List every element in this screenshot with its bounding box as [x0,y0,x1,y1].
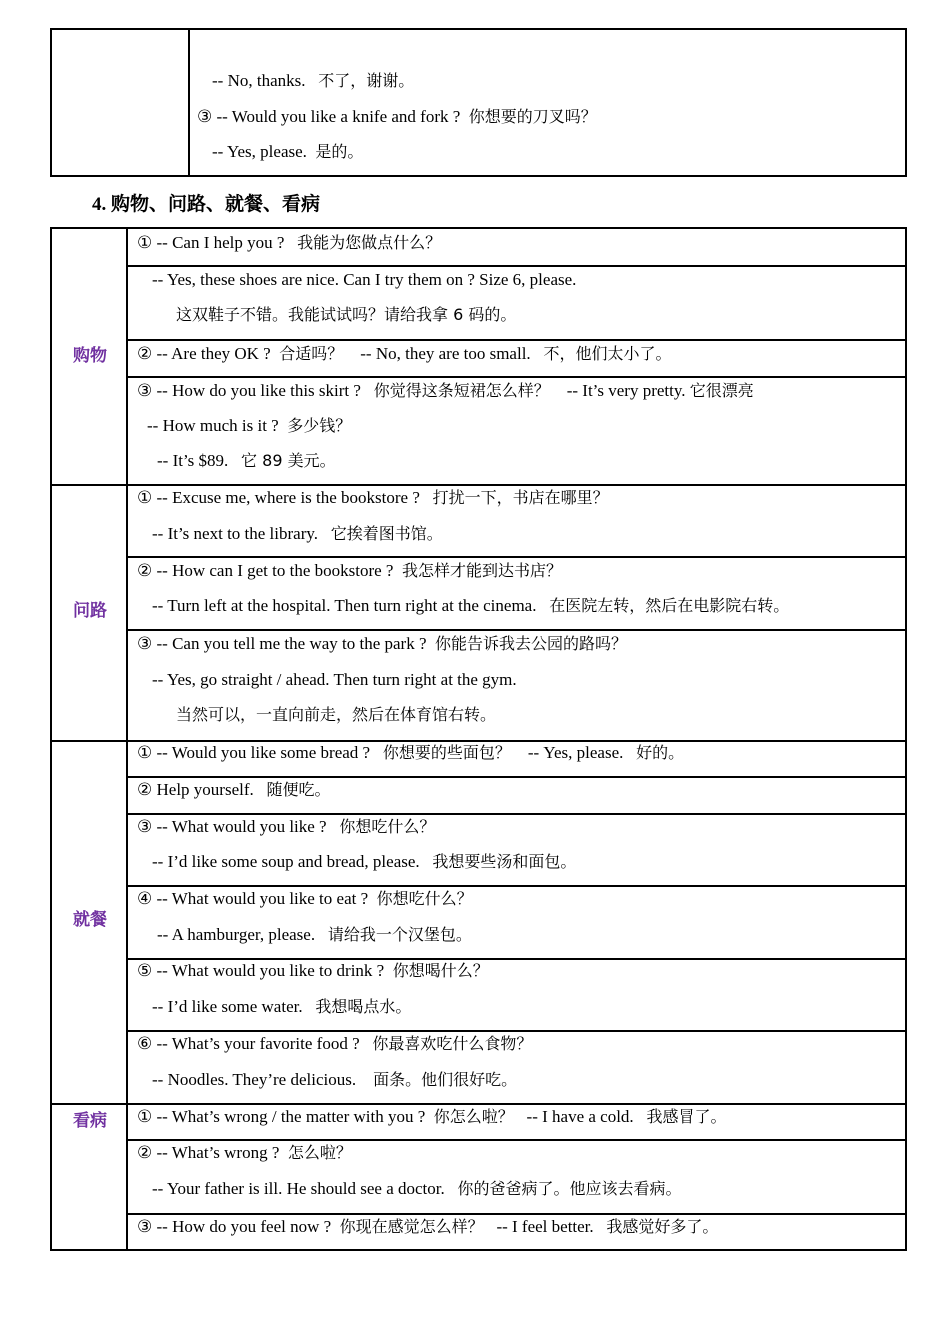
dialogue-en: -- A hamburger, please. [157,925,316,944]
dialogue-line [137,816,435,838]
dialogue-zh: 你想喝什么？ [392,961,489,980]
row-divider [128,885,905,887]
dialogue-line [137,779,331,801]
dialogue-en: -- Yes, go straight / ahead. Then turn right at the gym. [152,670,517,689]
dialogue-zh: 不，他们太小了。 [543,344,672,363]
dialogue-en: -- Noodles. They’re delicious. [152,1070,357,1089]
dialogue-en: -- It’s $89. [157,451,229,470]
dialogue-line [137,742,684,764]
row-divider [128,813,905,815]
dialogue-en: -- Your father is ill. He should see a doctor. [152,1179,445,1198]
dialogue-line [137,232,441,254]
dialogue-en: ③ -- What would you like ? [137,817,327,836]
section-heading [92,189,320,216]
dialogue-zh: 随便吃。 [266,780,331,799]
row-divider [128,1139,905,1141]
row-divider [128,339,905,341]
dialogue-zh: 打扰一下，书店在哪里？ [432,488,609,507]
dialogue-en: ③ -- How do you like this skirt ? [137,381,361,400]
dialogue-zh: 你的爸爸病了。他应该去看病。 [457,1179,682,1198]
section-heading-number: 4. [92,194,107,215]
dialogue-line [152,1069,517,1091]
dialogue-line [137,888,473,910]
dialogue-line [157,450,336,472]
dialogue-zh: 我感觉好多了。 [606,1217,719,1236]
dialogue-zh: 在医院左转，然后在电影院右转。 [549,596,790,615]
top-line-1-zh: 不了，谢谢。 [318,71,415,90]
top-line-1 [212,70,414,92]
dialogue-line [152,269,576,291]
dialogue-en: -- Yes, please. [527,743,624,762]
dialogue-en: -- It’s next to the library. [152,524,319,543]
dialogue-en: -- It’s very pretty. [566,381,686,400]
dialogue-en: ④ -- What would you like to eat ? [137,889,369,908]
dialogue-line [152,1178,682,1200]
dialogue-en: ② -- How can I get to the bookstore ? [137,561,394,580]
category-label-shopping: 购物 [73,346,107,366]
top-line-2-zh: 你想要的刀叉吗？ [468,107,597,126]
row-divider [128,776,905,778]
dialogue-en: -- How much is it ? [147,416,279,435]
dialogue-en: -- I have a cold. [526,1107,634,1126]
dialogue-zh: 它 89 美元。 [241,451,336,470]
dialogue-line [137,1216,718,1238]
row-divider [128,265,905,267]
dialogue-line [137,960,489,982]
dialogue-line [152,996,411,1018]
dialogue-en: -- No, they are too small. [360,344,531,363]
dialogue-line [176,304,516,326]
dialogue-line [137,1033,532,1055]
dialogue-table [50,227,907,1251]
category-label-dining: 就餐 [73,910,107,930]
section-divider [52,1103,905,1105]
dialogue-line [137,380,754,402]
dialogue-zh: 这双鞋子不错。我能试试吗？请给我拿 6 码的。 [176,305,517,324]
dialogue-zh: 我想要些汤和面包。 [432,852,577,871]
dialogue-line [137,560,562,582]
dialogue-line [137,343,671,365]
dialogue-zh: 你觉得这条短裙怎么样？ [373,381,550,400]
dialogue-en: ① -- What’s wrong / the matter with you ? [137,1107,426,1126]
dialogue-en: ② Help yourself. [137,780,254,799]
top-line-3-en: -- Yes, please. [212,142,307,161]
dialogue-zh: 怎么啦？ [287,1143,352,1162]
dialogue-line [137,1106,726,1128]
dialogue-zh: 请给我一个汉堡包。 [327,925,472,944]
top-line-2 [197,106,597,128]
dialogue-zh: 你想吃什么？ [376,889,473,908]
dialogue-zh: 我想喝点水。 [315,997,412,1016]
category-label-directions: 问路 [73,601,107,621]
dialogue-zh: 多少钱？ [287,416,352,435]
dialogue-zh: 你怎么啦？ [433,1107,514,1126]
top-line-2-en: ③ -- Would you like a knife and fork ? [197,107,461,126]
dialogue-en: ⑤ -- What would you like to drink ? [137,961,385,980]
row-divider [128,1213,905,1215]
dialogue-zh: 它挨着图书馆。 [330,524,443,543]
dialogue-zh: 好的。 [636,743,685,762]
dialogue-line [152,595,789,617]
dialogue-line [152,523,443,545]
dialogue-line [152,851,576,873]
dialogue-zh: 合适吗？ [279,344,344,363]
dialogue-en: -- I’d like some soup and bread, please. [152,852,420,871]
top-line-3 [212,141,363,163]
dialogue-zh: 我能为您做点什么？ [297,233,442,252]
dialogue-en: ③ -- How do you feel now ? [137,1217,332,1236]
row-divider [128,1030,905,1032]
dialogue-zh: 你最喜欢吃什么食物？ [372,1034,533,1053]
dialogue-zh: 我怎样才能到达书店？ [401,561,562,580]
row-divider [128,556,905,558]
dialogue-zh: 你能告诉我去公园的路吗？ [435,634,628,653]
dialogue-line [152,669,517,691]
top-table [50,28,907,177]
dialogue-zh: 面条。他们很好吃。 [373,1070,518,1089]
dialogue-zh: 你现在感觉怎么样？ [339,1217,484,1236]
dialogue-line [137,1142,352,1164]
dialogue-en: ② -- Are they OK ? [137,344,271,363]
dialogue-line [157,924,472,946]
top-table-empty-cell [52,30,190,175]
dialogue-line [147,415,351,437]
dialogue-en: -- I’d like some water. [152,997,303,1016]
dialogue-zh: 它很漂亮 [689,381,754,400]
dialogue-en: ② -- What’s wrong ? [137,1143,280,1162]
row-divider [128,629,905,631]
dialogue-line [137,633,627,655]
dialogue-line [137,487,609,509]
dialogue-en: ③ -- Can you tell me the way to the park ? [137,634,427,653]
top-line-3-zh: 是的。 [315,142,364,161]
dialogue-en: ① -- Would you like some bread ? [137,743,371,762]
section-heading-text: 购物、问路、就餐、看病 [111,193,321,215]
dialogue-line [176,704,496,726]
top-line-1-en: -- No, thanks. [212,71,306,90]
dialogue-zh: 你想吃什么？ [339,817,436,836]
dialogue-en: ① -- Can I help you ? [137,233,285,252]
row-divider [128,376,905,378]
dialogue-en: -- Yes, these shoes are nice. Can I try them on ? Size 6, please. [152,270,577,289]
dialogue-zh: 当然可以，一直向前走，然后在体育馆右转。 [176,705,497,724]
dialogue-en: -- Turn left at the hospital. Then turn right at the cinema. [152,596,537,615]
category-label-doctor: 看病 [73,1111,107,1131]
dialogue-en: ① -- Excuse me, where is the bookstore ? [137,488,420,507]
dialogue-en: ⑥ -- What’s your favorite food ? [137,1034,360,1053]
section-divider [52,484,905,486]
dialogue-zh: 你想要的些面包？ [382,743,511,762]
dialogue-zh: 我感冒了。 [646,1107,727,1126]
dialogue-en: -- I feel better. [496,1217,594,1236]
